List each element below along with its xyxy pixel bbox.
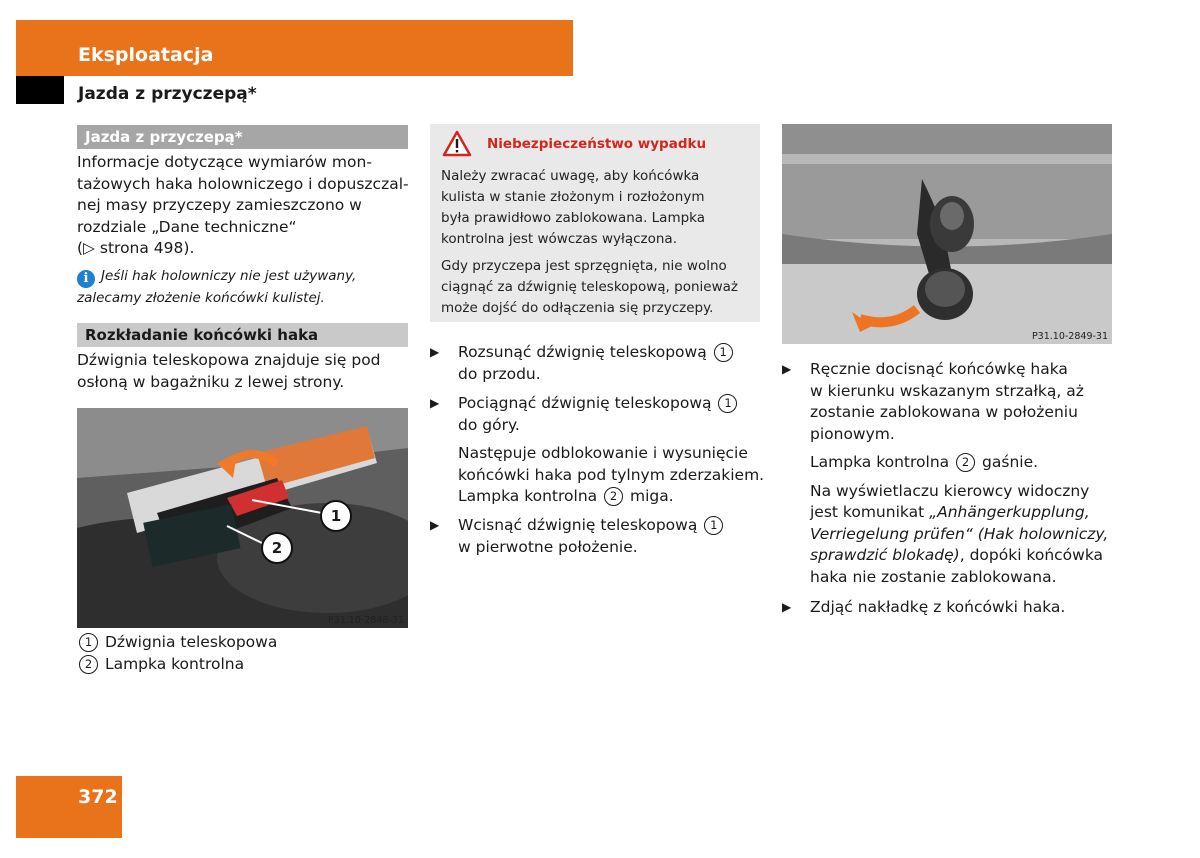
- page-number-tab: [16, 776, 122, 838]
- warning-line: Należy zwracać uwagę, aby końcówka: [441, 168, 700, 184]
- warning-line: kulista w stanie złożonym i rozłożonym: [441, 189, 705, 205]
- intro-line: rozdziale „Dane techniczne“: [77, 217, 297, 236]
- lever-photo: [77, 408, 408, 628]
- step-text: haka nie zostanie zablokowana.: [810, 567, 1057, 586]
- bullet-icon: ▶: [430, 345, 440, 359]
- legend: [77, 632, 412, 675]
- bullet-icon: ▶: [430, 518, 440, 532]
- towbar-photo-illustration: [782, 124, 1112, 344]
- callout-2: 2: [261, 532, 293, 564]
- photo-code: P31.10-2849-31: [1031, 331, 1108, 342]
- step-text: , dopóki końcówka: [959, 546, 1104, 564]
- page-subtitle: Jazda z przyczepą*: [78, 84, 257, 104]
- step-text: Zdjąć nakładkę z końcówki haka.: [810, 598, 1066, 616]
- warning-line: ciągnąć za dźwignię teleskopową, ponieważ: [441, 279, 738, 295]
- warning-para-2: [441, 256, 756, 319]
- para-line: Dźwignia teleskopowa znajduje się pod: [77, 351, 381, 369]
- step-text: miga.: [630, 487, 674, 505]
- step-text: do przodu.: [458, 364, 541, 383]
- display-message: „Anhängerkupplung,: [929, 503, 1090, 521]
- callout-1: 1: [320, 500, 352, 532]
- photo-code: P31.10-2848-31: [327, 615, 404, 626]
- step-text: Ręcznie docisnąć końcówkę haka: [810, 360, 1068, 378]
- ref-num: 1: [704, 516, 723, 535]
- step-text: w pierwotne położenie.: [458, 537, 638, 556]
- step-text: Lampka kontrolna: [458, 487, 598, 505]
- step-text: Wcisnąć dźwignię teleskopową: [458, 516, 698, 534]
- step-text: Rozsunąć dźwignię teleskopową: [458, 343, 707, 361]
- step-text: pionowym.: [810, 424, 895, 443]
- step-text: do góry.: [458, 415, 520, 434]
- warning-line: może dojść do odłączenia się przyczepy.: [441, 300, 714, 316]
- lever-photo-illustration: [77, 408, 408, 628]
- warning-line: była prawidłowo zablokowana. Lampka: [441, 210, 706, 226]
- heading-unfold: Rozkładanie końcówki haka: [77, 323, 408, 347]
- section-tab-marker: [16, 76, 64, 104]
- note-line: zalecamy złożenie końcówki kulistej.: [77, 290, 325, 306]
- ref-num: 2: [956, 453, 975, 472]
- step-text: gaśnie.: [982, 453, 1039, 471]
- legend-item: [77, 654, 412, 676]
- section-title: Eksploatacja: [78, 44, 214, 66]
- towbar-photo: [782, 124, 1112, 344]
- step-text: w kierunku wskazanym strzałką, aż: [810, 381, 1084, 400]
- legend-text: Lampka kontrolna: [104, 654, 245, 673]
- step-text: Pociągnąć dźwignię teleskopową: [458, 394, 712, 412]
- warning-title: Niebezpieczeństwo wypadku: [487, 136, 707, 152]
- step-text: zostanie zablokowana w położeniu: [810, 403, 1078, 421]
- legend-num: 1: [79, 633, 98, 652]
- ref-num: 1: [718, 394, 737, 413]
- section-header-bar: [16, 20, 573, 76]
- warning-para-1: [441, 166, 756, 250]
- intro-line: (▷ strona 498).: [77, 239, 195, 257]
- page-number: 372: [78, 786, 118, 808]
- display-message: Verriegelung prüfen“ (Hak holowniczy,: [810, 524, 1109, 543]
- ref-num: 2: [604, 487, 623, 506]
- info-note: [77, 266, 412, 308]
- step-text: jest komunikat: [810, 503, 930, 521]
- warning-line: Gdy przyczepa jest sprzęgnięta, nie wolno: [441, 258, 727, 274]
- intro-line: Informacje dotyczące wymiarów mon-: [77, 153, 372, 171]
- bullet-icon: ▶: [782, 362, 792, 376]
- step-text: Lampka kontrolna: [810, 453, 950, 471]
- bullet-icon: ▶: [782, 600, 792, 614]
- ref-num: 1: [714, 343, 733, 362]
- step-text: końcówki haka pod tylnym zderzakiem.: [458, 465, 765, 484]
- heading-towing: Jazda z przyczepą*: [77, 125, 408, 149]
- info-icon: i: [77, 270, 95, 288]
- step-text: Na wyświetlaczu kierowcy widoczny: [810, 481, 1090, 500]
- intro-text: [77, 152, 412, 260]
- para-line: osłoną w bagażniku z lewej strony.: [77, 372, 345, 391]
- intro-line: tażowych haka holowniczego i dopuszczal-: [77, 174, 409, 193]
- intro-line: nej masy przyczepy zamieszczono w: [77, 196, 362, 214]
- bullet-icon: ▶: [430, 396, 440, 410]
- warning-line: kontrolna jest wówczas wyłączona.: [441, 231, 677, 247]
- step-text: Następuje odblokowanie i wysunięcie: [458, 444, 748, 462]
- legend-num: 2: [79, 655, 98, 674]
- legend-text: Dźwignia teleskopowa: [104, 633, 278, 651]
- warning-box: [430, 124, 760, 322]
- note-line: Jeśli hak holowniczy nie jest używany,: [101, 268, 357, 284]
- legend-item: [77, 632, 412, 654]
- display-message: sprawdzić blokadę): [810, 546, 960, 564]
- warning-triangle-icon: [442, 130, 472, 157]
- lever-location-text: [77, 350, 412, 393]
